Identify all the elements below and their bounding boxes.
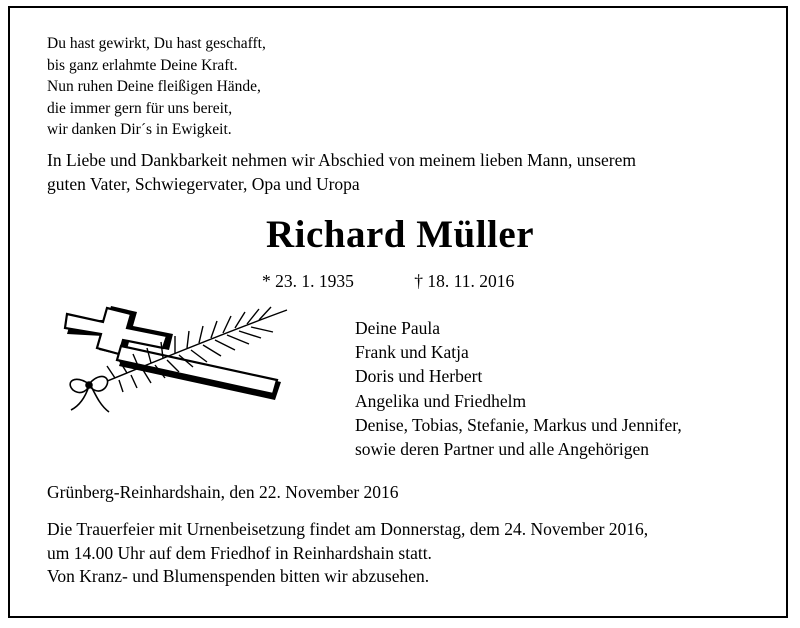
poem-line: wir danken Dir´s in Ewigkeit.	[47, 121, 232, 138]
family-member: Denise, Tobias, Stefanie, Markus und Jennifer,	[355, 414, 682, 435]
poem-line: Du hast gewirkt, Du hast geschafft,	[47, 35, 266, 52]
notice-line: Die Trauerfeier mit Urnenbeisetzung findet am Donnerstag, dem 24. November 2016,	[47, 519, 649, 539]
notice-line: Von Kranz- und Blumenspenden bitten wir abzusehen.	[47, 566, 430, 586]
poem-line: Nun ruhen Deine fleißigen Hände,	[47, 78, 261, 95]
family-member: sowie deren Partner und alle Angehörigen	[355, 439, 650, 460]
place-date: Grünberg-Reinhardshain, den 22. November 2016	[47, 482, 399, 502]
family-member: Deine Paula	[355, 318, 441, 338]
poem	[47, 33, 266, 141]
family-member: Frank und Katja	[355, 342, 469, 363]
intro-line: guten Vater, Schwiegervater, Opa und Uropa	[47, 174, 360, 194]
funeral-notice	[47, 518, 648, 589]
family-member: Doris und Herbert	[355, 366, 483, 387]
death-date: † 18. 11. 2016	[414, 271, 515, 291]
poem-line: die immer gern für uns bereit,	[47, 99, 233, 117]
ribbon-bow	[70, 376, 109, 412]
birth-date: * 23. 1. 1935	[262, 271, 354, 291]
family-list	[355, 316, 682, 461]
deceased-name: Richard Müller	[265, 213, 535, 256]
poem-line: bis ganz erlahmte Deine Kraft.	[47, 56, 238, 74]
intro-line: In Liebe und Dankbarkeit nehmen wir Abschied von meinem lieben Mann, unserem	[47, 150, 637, 170]
family-member: Angelika und Friedhelm	[355, 390, 527, 411]
intro-text	[47, 148, 636, 196]
notice-line: um 14.00 Uhr auf dem Friedhof in Reinhardshain statt.	[47, 542, 432, 563]
cross-with-palm-branch-icon	[55, 300, 295, 420]
life-dates	[262, 271, 514, 292]
